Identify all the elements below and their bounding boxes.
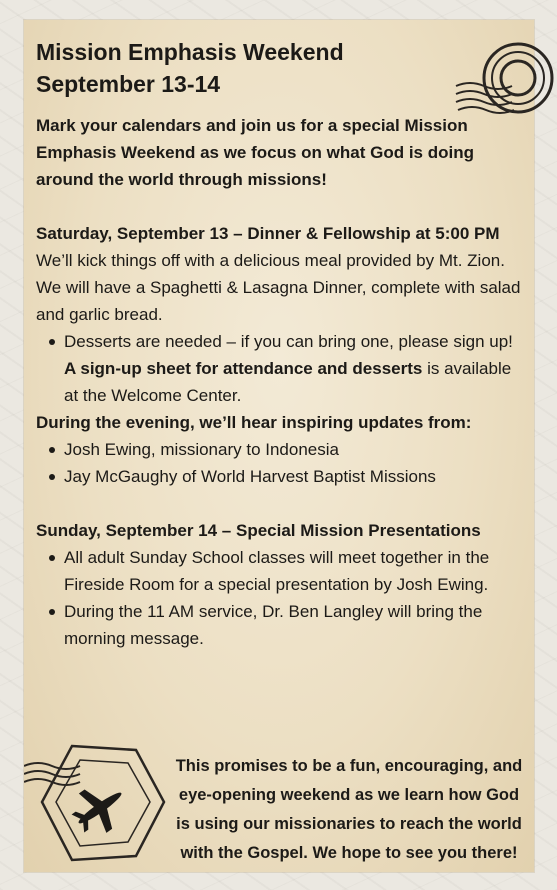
- desserts-text-a: Desserts are needed – if you can bring one, please sign up!: [64, 332, 513, 351]
- saturday-description: We’ll kick things off with a delicious meal provided by Mt. Zion. We will have a Spaghetti & Lasagna Dinner, complete with salad and garlic bread.: [36, 251, 521, 324]
- speakers-list: [36, 436, 526, 490]
- list-item: [36, 463, 526, 490]
- signup-sheet-text: A sign-up sheet for attendance and desserts: [64, 359, 423, 378]
- sunday-list: [36, 544, 526, 652]
- sunday-item-1: All adult Sunday School classes will meet together in the Fireside Room for a special presentation by Josh Ewing.: [64, 548, 490, 594]
- evening-heading: During the evening, we’ll hear inspiring updates from:: [36, 413, 472, 432]
- sunday-heading: Sunday, September 14 – Special Mission Presentations: [36, 521, 481, 540]
- title-line-2: September 13-14: [36, 71, 221, 97]
- speaker-2: Jay McGaughy of World Harvest Baptist Missions: [64, 467, 436, 486]
- airplane-stamp-icon: [24, 738, 174, 873]
- list-item: [36, 328, 526, 409]
- page-title: [36, 36, 526, 100]
- list-item: [36, 436, 526, 463]
- saturday-heading: Saturday, September 13 – Dinner & Fellowship at 5:00 PM: [36, 224, 500, 243]
- list-item: [36, 598, 526, 652]
- speaker-1: Josh Ewing, missionary to Indonesia: [64, 440, 339, 459]
- title-line-1: Mission Emphasis Weekend: [36, 39, 344, 65]
- closing-message: This promises to be a fun, encouraging, and eye-opening weekend as we learn how God is using our missionaries to reach the world with the Gospel. We hope to see you there!: [175, 756, 523, 862]
- sunday-item-2: During the 11 AM service, Dr. Ben Langley will bring the morning message.: [64, 602, 483, 648]
- desserts-text-c: is available at the Welcome Center.: [64, 359, 512, 405]
- saturday-list: [36, 328, 526, 409]
- flyer-content: [36, 36, 526, 652]
- list-item: [36, 544, 526, 598]
- intro-text: Mark your calendars and join us for a special Mission Emphasis Weekend as we focus on what God is doing around the world through missions!: [36, 116, 474, 189]
